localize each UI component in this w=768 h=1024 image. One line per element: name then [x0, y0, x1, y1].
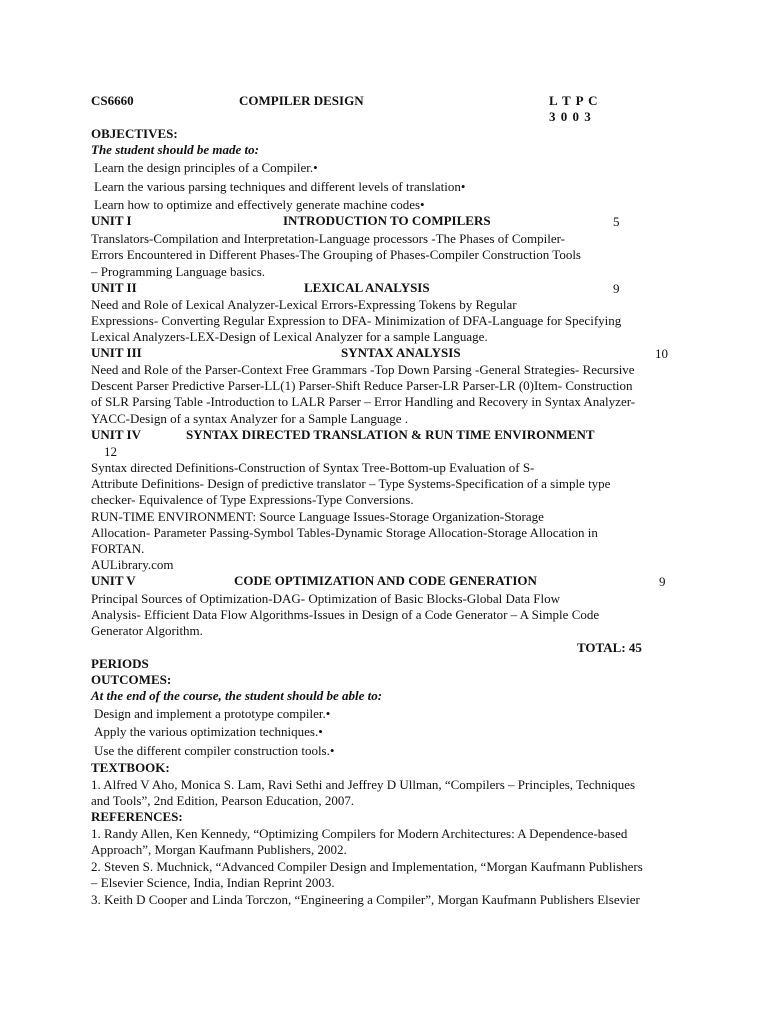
total-periods: PERIODS [91, 656, 149, 671]
unit-body-line: – Programming Language basics. [91, 264, 266, 279]
unit-title: SYNTAX ANALYSIS [341, 345, 461, 360]
ltpc-values: 3 0 0 3 [549, 109, 592, 124]
unit-hours: 5 [613, 214, 620, 229]
textbook-line: and Tools”, 2nd Edition, Pearson Education, 2007. [91, 793, 355, 808]
unit-title: CODE OPTIMIZATION AND CODE GENERATION [234, 573, 537, 588]
unit-body-line: Expressions- Converting Regular Expression to DFA- Minimization of DFA-Language for Specifying [91, 313, 622, 328]
unit-body-line: Attribute Definitions- Design of predictive translator – Type Systems-Specification of a simple type [91, 476, 611, 491]
unit-title: INTRODUCTION TO COMPILERS [283, 213, 491, 228]
reference-line: Approach”, Morgan Kaufmann Publishers, 2002. [91, 842, 347, 857]
unit-body-line: Need and Role of Lexical Analyzer-Lexical Errors-Expressing Tokens by Regular [91, 297, 517, 312]
unit-body-line: checker- Equivalence of Type Expressions-Type Conversions. [91, 492, 414, 507]
objective-item: Learn the various parsing techniques and different levels of translation• [94, 179, 466, 194]
textbook-heading: TEXTBOOK: [91, 760, 170, 775]
ltpc-label: L T P C [549, 93, 599, 108]
textbook-line: 1. Alfred V Aho, Monica S. Lam, Ravi Sethi and Jeffrey D Ullman, “Compilers – Principles, Techniques [91, 777, 636, 792]
unit-body-line: RUN-TIME ENVIRONMENT: Source Language Issues-Storage Organization-Storage [91, 509, 544, 524]
unit-body-line: Generator Algorithm. [91, 623, 203, 638]
course-code: CS6660 [91, 93, 134, 108]
unit-body-line: Syntax directed Definitions-Construction of Syntax Tree-Bottom-up Evaluation of S- [91, 460, 535, 475]
unit-body-line: Principal Sources of Optimization-DAG- Optimization of Basic Blocks-Global Data Flow [91, 591, 560, 606]
unit-title: SYNTAX DIRECTED TRANSLATION & RUN TIME ENVIRONMENT [186, 427, 595, 442]
reference-line: – Elsevier Science, India, Indian Reprint 2003. [91, 875, 335, 890]
unit-body-line: FORTAN. [91, 541, 145, 556]
watermark-text: AULibrary.com [91, 557, 174, 572]
outcomes-intro: At the end of the course, the student should be able to: [91, 688, 383, 703]
outcome-item: Design and implement a prototype compiler.• [94, 706, 331, 721]
unit-body-line: Errors Encountered in Different Phases-The Grouping of Phases-Compiler Construction Tools [91, 247, 581, 262]
outcomes-heading: OUTCOMES: [91, 672, 172, 687]
unit-body-line: Translators-Compilation and Interpretation-Language processors -The Phases of Compiler- [91, 231, 566, 246]
unit-body-line: Analysis- Efficient Data Flow Algorithms-Issues in Design of a Code Generator – A Simple Code [91, 607, 600, 622]
unit-hours: 9 [613, 281, 620, 296]
unit-label: UNIT IV [91, 427, 141, 442]
unit-hours: 9 [659, 574, 666, 589]
unit-body-line: of SLR Parsing Table -Introduction to LALR Parser – Error Handling and Recovery in Syntax Analyzer- [91, 394, 636, 409]
objectives-intro: The student should be made to: [91, 142, 259, 157]
unit-body-line: Allocation- Parameter Passing-Symbol Tables-Dynamic Storage Allocation-Storage Allocation in [91, 525, 598, 540]
unit-label: UNIT V [91, 573, 136, 588]
unit-body-line: Need and Role of the Parser-Context Free Grammars -Top Down Parsing -General Strategies- Recursive [91, 362, 635, 377]
unit-hours: 10 [655, 346, 668, 361]
total-label: TOTAL: 45 [577, 640, 642, 655]
unit-body-line: Lexical Analyzers-LEX-Design of Lexical Analyzer for a sample Language. [91, 329, 488, 344]
outcome-item: Use the different compiler construction tools.• [94, 743, 335, 758]
objectives-heading: OBJECTIVES: [91, 126, 178, 141]
reference-line: 2. Steven S. Muchnick, “Advanced Compiler Design and Implementation, “Morgan Kaufmann Publishers [91, 859, 643, 874]
unit-label: UNIT II [91, 280, 137, 295]
objective-item: Learn how to optimize and effectively generate machine codes• [94, 197, 425, 212]
references-heading: REFERENCES: [91, 809, 183, 824]
unit-title: LEXICAL ANALYSIS [304, 280, 430, 295]
course-title: COMPILER DESIGN [239, 93, 364, 108]
unit-label: UNIT I [91, 213, 132, 228]
unit-body-line: Descent Parser Predictive Parser-LL(1) Parser-Shift Reduce Parser-LR Parser-LR (0)Item- Construction [91, 378, 633, 393]
unit-hours: 12 [104, 444, 117, 459]
unit-body-line: YACC-Design of a syntax Analyzer for a Sample Language . [91, 411, 408, 426]
reference-line: 3. Keith D Cooper and Linda Torczon, “Engineering a Compiler”, Morgan Kaufmann Publishers Elsevier [91, 892, 640, 907]
objective-item: Learn the design principles of a Compiler.• [94, 160, 318, 175]
unit-label: UNIT III [91, 345, 142, 360]
reference-line: 1. Randy Allen, Ken Kennedy, “Optimizing Compilers for Modern Architectures: A Dependence-based [91, 826, 628, 841]
outcome-item: Apply the various optimization techniques.• [94, 724, 323, 739]
